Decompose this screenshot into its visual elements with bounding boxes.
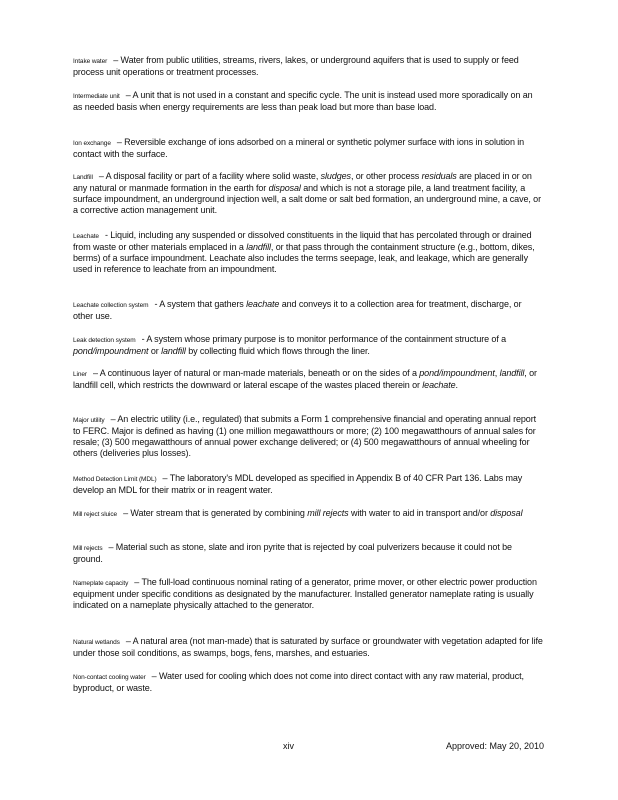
italic-term: pond/impoundment <box>419 368 495 378</box>
glossary-entry <box>73 299 543 322</box>
italic-term: pond/impoundment <box>73 346 149 356</box>
glossary-term: Mill rejects <box>73 545 103 552</box>
glossary-definition <box>73 577 537 610</box>
glossary-entry <box>73 577 543 611</box>
definition-text: - A system whose primary purpose is to monitor performance of the containment structure of a <box>141 334 507 344</box>
glossary-definition <box>73 368 537 390</box>
definition-text: - Liquid, including any suspended or dissolved constituents in the liquid that has percolated through or drained from waste or other materials emplaced in a <box>73 230 532 252</box>
italic-term: disposal <box>268 183 301 193</box>
definition-text: or <box>148 346 162 356</box>
glossary-term: Leachate <box>73 233 99 240</box>
definition-text: are placed in or on any natural or manmade formation in the earth for <box>73 171 532 193</box>
glossary-entry <box>73 636 543 659</box>
glossary-term: Liner <box>73 371 87 378</box>
glossary-term: Method Detection Limit (MDL) <box>73 476 157 483</box>
glossary-term: Major utility <box>73 417 105 424</box>
glossary-entry <box>73 368 543 391</box>
definition-text: – Reversible exchange of ions adsorbed on a mineral or synthetic polymer surface with ions in solution in contact with the surface. <box>73 137 525 159</box>
glossary-definition <box>73 542 512 564</box>
glossary-entry <box>73 90 543 113</box>
definition-text: by collecting fluid which flows through the liner. <box>185 346 370 356</box>
definition-text: , <box>494 368 500 378</box>
italic-term: landfill <box>161 346 186 356</box>
glossary-term: Mill reject sluice <box>73 511 118 518</box>
glossary-entry <box>73 508 543 520</box>
definition-text: – A unit that is not used in a constant and specific cycle. The unit is instead used more sporadically on an as needed basis when energy requirements are less than peak load but more than base load. <box>73 90 533 112</box>
definition-text: and conveys it to a collection area for treatment, discharge, or other use. <box>73 299 522 321</box>
definition-text: – Water from public utilities, streams, rivers, lakes, or underground aquifers that is used to supply or feed process unit operations or treatment processes. <box>73 55 519 77</box>
glossary-entry <box>73 171 543 216</box>
glossary-definition <box>73 55 519 77</box>
definition-text: – An electric utility (i.e., regulated) that submits a Form 1 comprehensive financial and operating annual report to FERC. Major is defined as having (1) one million megawatthours or more; (2) 100 megawatthours of annual sales for resale; (3) 500 megawatthours of annual power exchange delivered; or (4) 500 megawatthours of annual wheeling for others (deliveries plus losses). <box>73 414 537 458</box>
definition-text: - A system that gathers <box>154 299 247 309</box>
glossary-definition <box>73 334 506 356</box>
definition-text: , or that pass through the containment structure (e.g., bottom, dikes, berms) of a surface impoundment. Leachate also includes the terms seepage, leak, and leakage, which are generally used in reference to leachate from an impoundment. <box>73 242 535 274</box>
glossary-definition <box>123 508 522 518</box>
approval-date: Approved: May 20, 2010 <box>446 741 545 751</box>
glossary-term: Natural wetlands <box>73 639 120 646</box>
glossary-entry <box>73 671 543 694</box>
glossary-definition <box>73 414 536 458</box>
glossary-definition <box>73 171 541 215</box>
glossary-entry <box>73 230 543 275</box>
glossary-term: Intermediate unit <box>73 93 120 100</box>
glossary-term: Landfill <box>73 174 93 181</box>
glossary-definition <box>73 90 533 112</box>
glossary-term: Ion exchange <box>73 140 111 147</box>
glossary-term: Leachate collection system <box>73 302 149 309</box>
glossary-term: Non-contact cooling water <box>73 674 146 681</box>
glossary-definition <box>73 636 543 658</box>
definition-text: and which is not a storage pile, a land treatment facility, a surface impoundment, an underground injection well, a salt dome or salt bed formation, an underground mine, a cave, or a corrective action management unit. <box>73 183 541 215</box>
glossary-definition <box>73 137 524 159</box>
definition-text: – The laboratory's MDL developed as specified in Appendix B of 40 CFR Part 136. Labs may develop an MDL for their matrix or in reagent water. <box>73 473 523 495</box>
italic-term: sludges <box>320 171 351 181</box>
definition-text: – A continuous layer of natural or man-made materials, beneath or on the sides of a <box>92 368 420 378</box>
definition-text: – A disposal facility or part of a facility where solid waste, <box>98 171 321 181</box>
definition-text: . <box>455 380 458 390</box>
glossary-entry <box>73 55 543 78</box>
definition-text: , or landfill cell, which restricts the downward or lateral escape of the wastes placed therein or <box>73 368 537 390</box>
definition-text: with water to aid in transport and/or <box>348 508 491 518</box>
italic-term: landfill <box>499 368 525 378</box>
italic-term: disposal <box>490 508 523 518</box>
glossary-entry <box>73 542 543 565</box>
glossary-entry <box>73 137 543 160</box>
definition-text: – A natural area (not man-made) that is saturated by surface or groundwater with vegetation adapted for life under those soil conditions, as swamps, bogs, fens, marshes, and estuaries. <box>73 636 543 658</box>
page-number: xiv <box>283 741 294 751</box>
definition-text: – Water used for cooling which does not come into direct contact with any raw material, product, byproduct, or waste. <box>73 671 524 693</box>
glossary-entry <box>73 473 543 496</box>
glossary-term: Nameplate capacity <box>73 580 129 587</box>
glossary-term: Leak detection system <box>73 337 136 344</box>
italic-term: residuals <box>421 171 457 181</box>
definition-text: – The full-load continuous nominal rating of a generator, prime mover, or other electric power production equipment under specific conditions as designated by the manufacturer. Installed generator nameplate rating is usually indicated on a nameplate physically attached to the generator. <box>73 577 537 610</box>
definition-text: , or other process <box>350 171 422 181</box>
italic-term: leachate <box>422 380 456 390</box>
definition-text: – Material such as stone, slate and iron pyrite that is rejected by coal pulverizers because it could not be ground. <box>73 542 512 564</box>
glossary-entry <box>73 414 543 459</box>
glossary-entry <box>73 334 543 357</box>
definition-text: – Water stream that is generated by combining <box>123 508 308 518</box>
glossary-term: Intake water <box>73 58 108 65</box>
italic-term: leachate <box>246 299 280 309</box>
glossary-definition <box>73 230 535 274</box>
italic-term: mill rejects <box>307 508 349 518</box>
italic-term: landfill <box>246 242 271 252</box>
